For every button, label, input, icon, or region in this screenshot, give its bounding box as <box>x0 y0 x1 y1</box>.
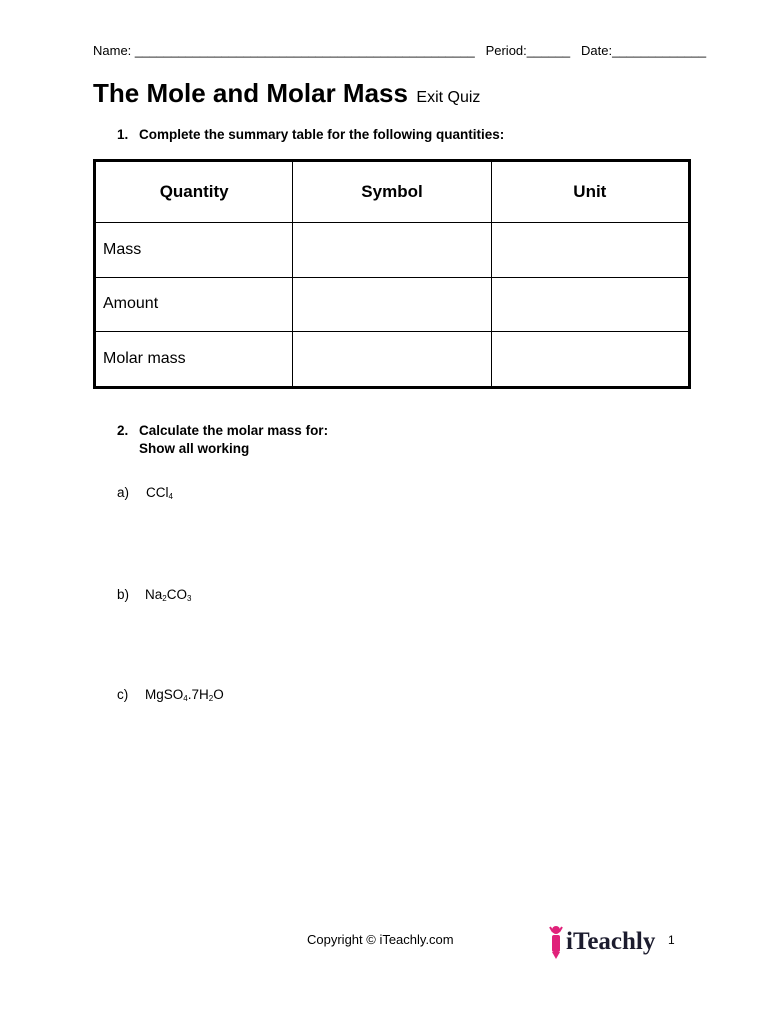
item-b <box>117 587 191 603</box>
date-label: Date: <box>581 43 613 58</box>
title-sub: Exit Quiz <box>416 89 481 106</box>
formula-ccl4 <box>146 485 173 500</box>
cell-quantity-mass: Mass <box>95 223 293 278</box>
table-row <box>95 332 690 388</box>
name-blank[interactable]: _______________________________________________ <box>134 43 475 58</box>
formula-subscript: 4 <box>168 492 173 501</box>
cell-symbol-amount[interactable] <box>293 277 491 332</box>
formula-subscript: 3 <box>186 594 192 603</box>
question-1-number: 1. <box>117 127 129 142</box>
formula-part: .7H <box>187 687 209 702</box>
question-2-line1: Calculate the molar mass for: <box>139 423 329 438</box>
question-1 <box>117 127 504 142</box>
header-unit: Unit <box>491 161 689 223</box>
cell-unit-molar-mass[interactable] <box>491 332 689 388</box>
formula-part: CO <box>166 587 187 602</box>
cell-symbol-molar-mass[interactable] <box>293 332 491 388</box>
table-row <box>95 223 690 278</box>
title-main: The Mole and Molar Mass <box>93 78 408 108</box>
item-a <box>117 485 173 501</box>
header-quantity: Quantity <box>95 161 293 223</box>
header-symbol: Symbol <box>293 161 491 223</box>
logo-text: iTeachly <box>566 928 656 955</box>
cell-unit-mass[interactable] <box>491 223 689 278</box>
formula-subscript: 2 <box>162 594 167 603</box>
cell-quantity-amount: Amount <box>95 277 293 332</box>
page-title <box>93 78 480 109</box>
formula-part: Na <box>145 587 163 602</box>
cell-symbol-mass[interactable] <box>293 223 491 278</box>
formula-part: MgSO <box>145 687 184 702</box>
question-2-number: 2. <box>117 423 129 438</box>
student-info-header <box>93 43 706 58</box>
summary-table <box>93 159 691 389</box>
formula-mgso4-7h2o <box>145 687 224 702</box>
table-row <box>95 277 690 332</box>
cell-unit-amount[interactable] <box>491 277 689 332</box>
item-a-label: a) <box>117 485 130 500</box>
cell-quantity-molar-mass: Molar mass <box>95 332 293 388</box>
date-blank[interactable]: _____________ <box>612 43 707 58</box>
formula-na2co3 <box>145 587 191 602</box>
formula-subscript: 4 <box>183 694 188 703</box>
copyright-text: Copyright © iTeachly.com <box>307 932 454 947</box>
item-c-label: c) <box>117 687 129 702</box>
formula-part: CCl <box>146 485 169 500</box>
pencil-figure-icon <box>546 924 566 960</box>
item-c <box>117 687 224 703</box>
page-number: 1 <box>668 933 675 947</box>
table-header-row <box>95 161 690 223</box>
iteachly-logo <box>546 924 655 964</box>
name-label: Name: <box>93 43 132 58</box>
formula-subscript: 2 <box>208 694 214 703</box>
period-blank[interactable]: ______ <box>526 43 571 58</box>
question-1-text: Complete the summary table for the following quantities: <box>139 127 505 142</box>
question-2 <box>117 423 328 456</box>
formula-part: O <box>213 687 224 702</box>
period-label: Period: <box>485 43 527 58</box>
item-b-label: b) <box>117 587 130 602</box>
question-2-line2: Show all working <box>139 441 250 456</box>
